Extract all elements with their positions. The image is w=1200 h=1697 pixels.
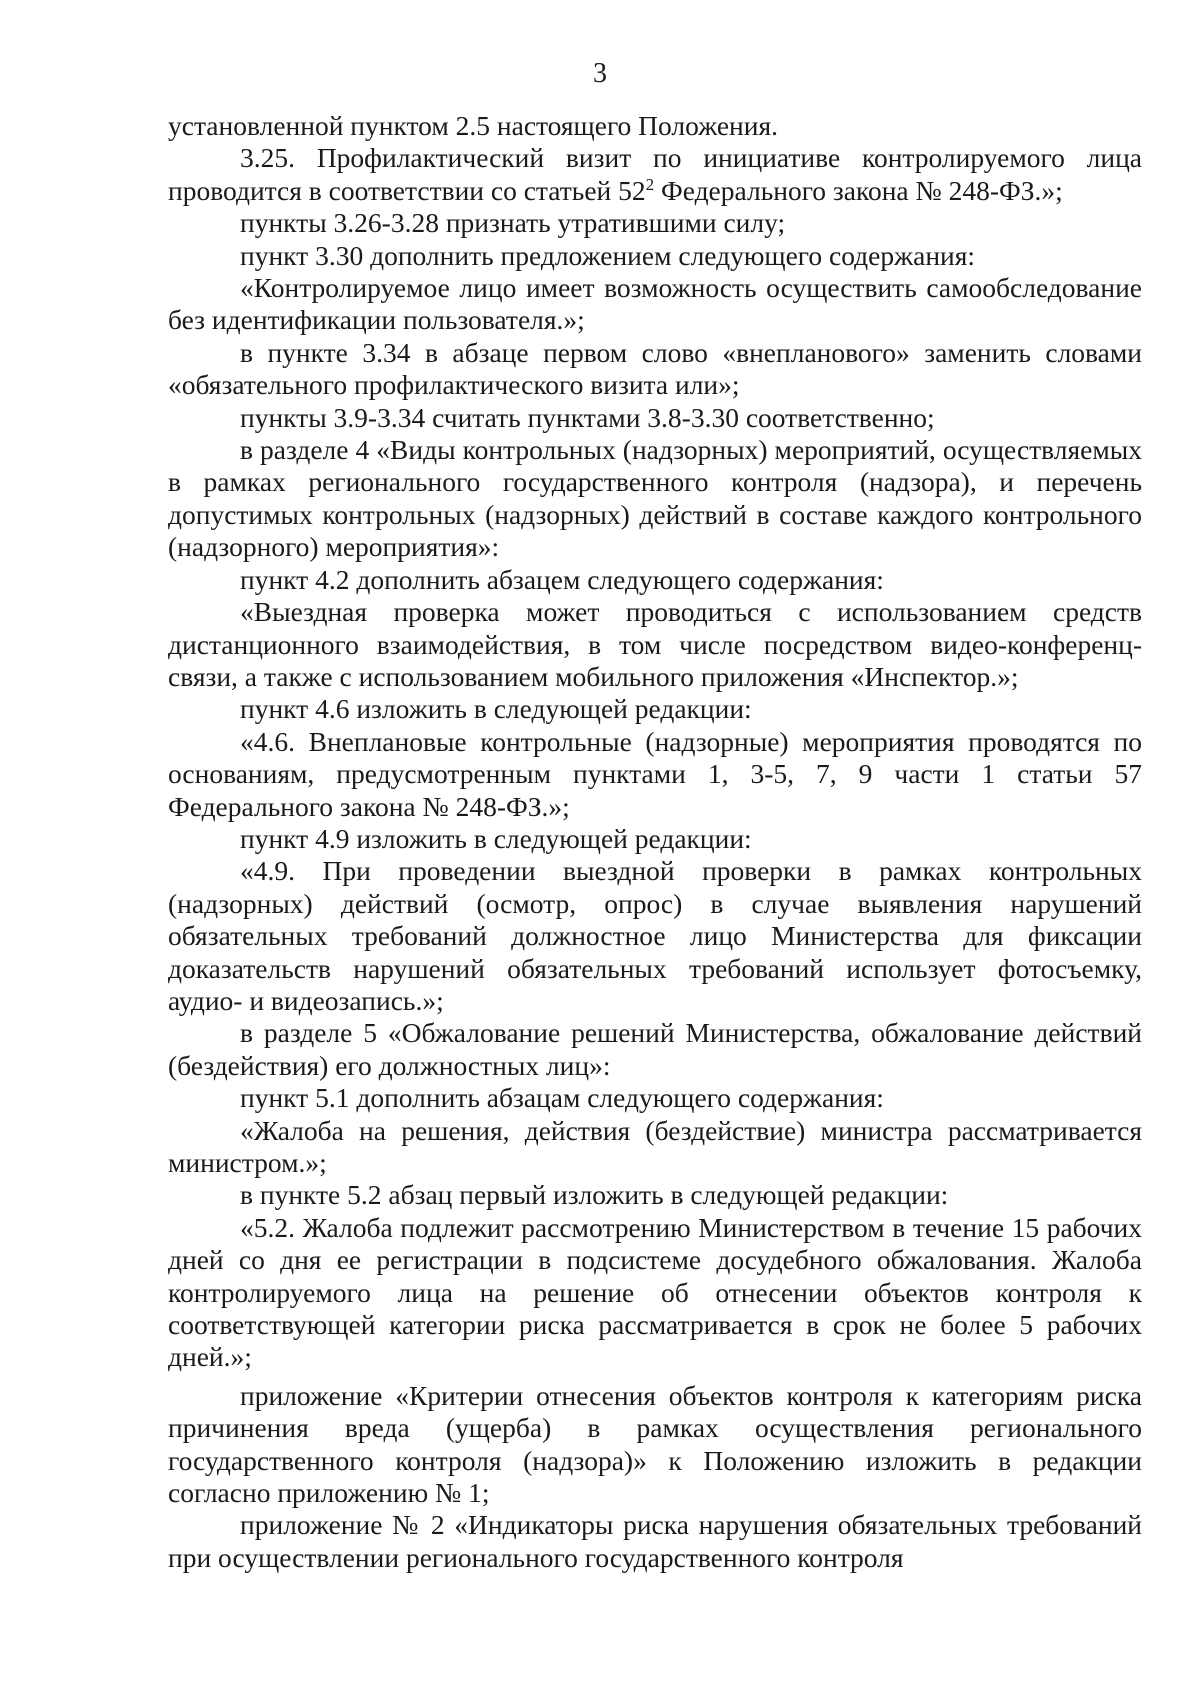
paragraph-9: пункт 4.2 дополнить абзацем следующего содержания:	[240, 563, 884, 595]
paragraph-5: «Контролируемое лицо имеет возможность осуществить самообследование без идентификации пользователя.»;	[168, 272, 1142, 336]
paragraph-17: «Жалоба на решения, действия (бездействие) министра рассматривается министром.»;	[168, 1114, 1142, 1178]
paragraph-1: установленной пунктом 2.5 настоящего Положения.	[168, 110, 778, 141]
paragraph-7: пункты 3.9-3.34 считать пунктами 3.8-3.30 соответственно;	[240, 401, 935, 433]
paragraph-8: в разделе 4 «Виды контрольных (надзорных) мероприятий, осуществляемых в рамках регионального государственного контроля (надзора), и перечень допустимых контрольных (надзорных) действий в составе каждого контрольного (надзорного) мероприятия»:	[168, 434, 1142, 563]
paragraph-12: «4.6. Внеплановые контрольные (надзорные) мероприятия проводятся по основаниям, предусмотренным пунктами 1, 3-5, 7, 9 части 1 статьи 57 Федерального закона № 248-ФЗ.»;	[168, 725, 1142, 822]
paragraph-2-part-b: Федерального закона № 248-ФЗ.»;	[654, 174, 1063, 206]
paragraph-2	[168, 142, 1142, 207]
paragraph-16: пункт 5.1 дополнить абзацам следующего содержания:	[240, 1082, 884, 1114]
paragraph-11: пункт 4.6 изложить в следующей редакции:	[240, 693, 752, 725]
paragraph-20: приложение «Критерии отнесения объектов контроля к категориям риска причинения вреда (ущерба) в рамках осуществления регионального государственного контроля (надзора)» к Положению изложить в редакции согласно приложению № 1;	[168, 1379, 1142, 1509]
paragraph-2-part-a: 3.25. Профилактический визит по инициативе контролируемого лица проводится в соответствии со статьей 52	[168, 142, 1142, 206]
superscript: 2	[645, 174, 655, 194]
paragraph-13: пункт 4.9 изложить в следующей редакции:	[240, 822, 752, 854]
document-body	[168, 110, 1142, 1574]
paragraph-14: «4.9. При проведении выездной проверки в рамках контрольных (надзорных) действий (осмотр, опрос) в случае выявления нарушений обязательных требований должностное лицо Министерства для фиксации доказательств нарушений обязательных требований использует фотосъемку, аудио- и видеозапись.»;	[168, 855, 1142, 1016]
paragraph-15: в разделе 5 «Обжалование решений Министерства, обжалование действий (бездействия) его должностных лиц»:	[168, 1017, 1142, 1081]
paragraph-6: в пункте 3.34 в абзаце первом слово «внепланового» заменить словами «обязательного профилактического визита или»;	[168, 336, 1142, 401]
paragraph-19: «5.2. Жалоба подлежит рассмотрению Министерством в течение 15 рабочих дней со дня ее регистрации в подсистеме досудебного обжалования. Жалоба контролируемого лица на решение об отнесении объектов контроля к соответствующей категории риска рассматривается в срок не более 5 рабочих дней.»;	[168, 1211, 1142, 1373]
paragraph-4: пункт 3.30 дополнить предложением следующего содержания:	[240, 239, 976, 271]
page-number: 3	[593, 58, 607, 89]
paragraph-18: в пункте 5.2 абзац первый изложить в следующей редакции:	[240, 1179, 949, 1211]
paragraph-21: приложение № 2 «Индикаторы риска нарушения обязательных требований при осуществлении регионального государственного контроля	[168, 1509, 1142, 1573]
paragraph-3: пункты 3.26-3.28 признать утратившими силу;	[240, 207, 786, 239]
paragraph-10: «Выездная проверка может проводиться с использованием средств дистанционного взаимодействия, в том числе посредством видео-конференц-связи, а также с использованием мобильного приложения «Инспектор.»;	[168, 596, 1142, 692]
